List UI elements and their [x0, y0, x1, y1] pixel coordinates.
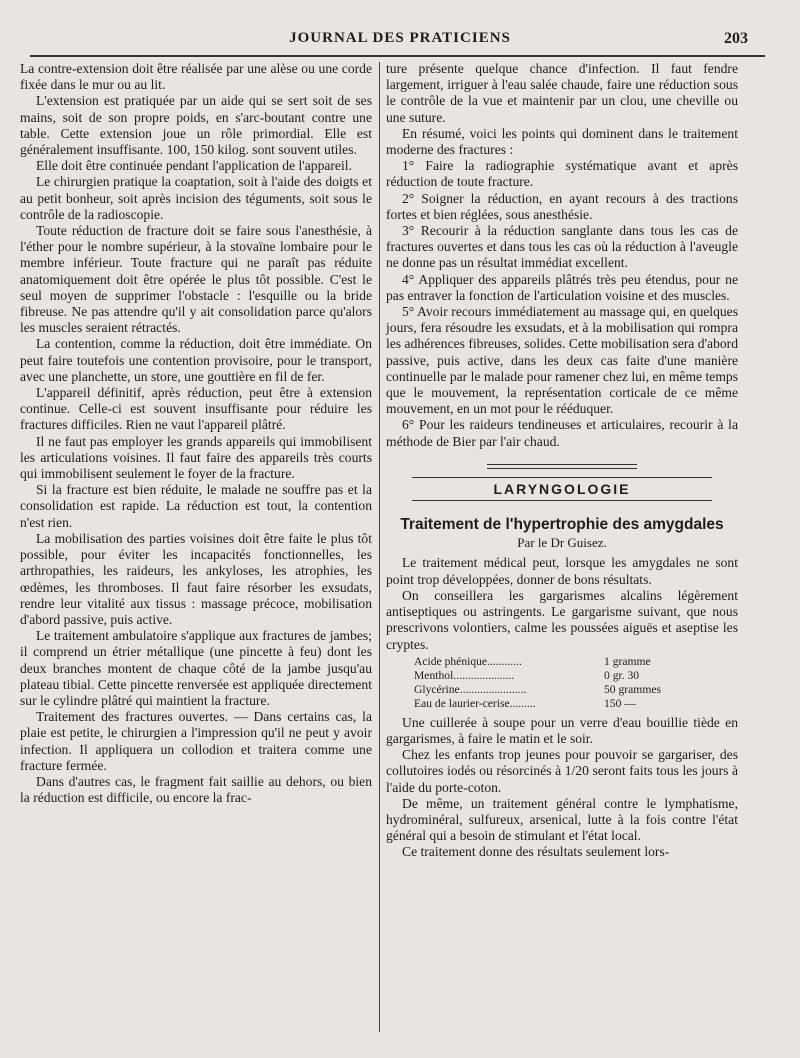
paragraph: L'extension est pratiquée par un aide qui se sert soit de ses mains, soit de son propre poids, en s'arc-boutant contre une table. Cette extension joue un rôle primordial. Elle est généralement insuffisante. 100, 150 kilog. sont souvent utiles. — [20, 93, 372, 158]
table-row — [414, 669, 724, 683]
paragraph: On conseillera les gargarismes alcalins légèrement antiseptiques ou astringents. Le gargarisme suivant, que nous prescrivons volontiers, calme les poussées aiguës et aseptise les cryptes. — [386, 587, 738, 652]
paragraph: Dans d'autres cas, le fragment fait saillie au dehors, ou bien la réduction est difficile, ou encore la frac- — [20, 773, 372, 806]
right-column — [386, 61, 738, 861]
article-title: Traitement de l'hypertrophie des amygdales — [400, 516, 724, 534]
list-item: 2° Soigner la réduction, en ayant recours à des tractions fortes et bien réglées, sous anesthésie. — [386, 190, 738, 222]
paragraph: Chez les enfants trop jeunes pour pouvoir se gargariser, des collutoires iodés ou résorcinés à 1/20 seront faits tous les jours à l'aide du porte-coton. — [386, 747, 738, 795]
table-row — [414, 683, 724, 697]
paragraph: De même, un traitement général contre le lymphatisme, hydrominéral, sulfureux, arsenical, lutte à la fois contre l'état général qui a besoin de stimulant et l'état local. — [386, 795, 738, 844]
ingredient-name: Menthol..................... — [414, 668, 515, 682]
paragraph: Traitement des fractures ouvertes. — Dans certains cas, la plaie est petite, le chirurgien a l'impression qu'il ne peut y avoir infection. Il appliquera un collodion et traitera comme une fracture fermée. — [20, 709, 372, 773]
paragraph: Elle doit être continuée pendant l'application de l'appareil. — [36, 158, 352, 174]
table-row — [414, 655, 724, 669]
prescription-table — [414, 655, 724, 711]
page-header — [30, 30, 770, 54]
paragraph: L'appareil définitif, après réduction, peut être à extension continue. Celle-ci est souvent insuffisante pour réduire les fractures difficiles. Rien ne vaut l'appareil plâtré. — [20, 385, 372, 433]
table-row — [414, 697, 724, 711]
paragraph: La mobilisation des parties voisines doit être faite le plus tôt possible, pour éviter les incapacités fonctionnelles, les arthropathies, les raideurs, les ankyloses, les atrophies, les œdèmes, les thromboses. Il faut faire résorber les exsudats, rendre leur vitalité aux tissus : massage précoce, mobilisation d'abord passive, puis active. — [20, 530, 372, 627]
ingredient-quantity: 0 gr. 30 — [604, 668, 640, 682]
list-item: 1° Faire la radiographie systématique avant et après réduction de toute fracture. — [386, 158, 738, 190]
paragraph: Le traitement médical peut, lorsque les amygdales ne sont point trop développées, donner de bons résultats. — [386, 555, 738, 587]
paragraph: Le chirurgien pratique la coaptation, soit à l'aide des doigts et au petit bonheur, soit après incision des téguments, soit sous le contrôle de la radioscopie. — [20, 174, 372, 222]
paragraph: En résumé, voici les points qui dominent dans le traitement moderne des fractures : — [386, 125, 738, 158]
ingredient-name: Eau de laurier-cerise......... — [414, 696, 536, 710]
paragraph: Il ne faut pas employer les grands appareils qui immobilisent les articulations voisines. Il faut faire des appareils très courts qui immobilisent seulement le foyer de la fracture. — [20, 433, 372, 482]
paragraph: Toute réduction de fracture doit se faire sous l'anesthésie, à l'éther pour le nombre supérieur, à la stovaïne lombaire pour le membre inférieur. Toute fracture qui ne paraît pas réduite anatomiquement doit être opérée le plus tôt possible. C'est le seul moyen de supprimer l'obstacle : l'esquille ou la bride fibreuse. Ne pas attendre qu'il y ait consolidation parce qu'alors les muscles seraient rétractés. — [20, 223, 372, 336]
page-number: 203 — [724, 30, 748, 47]
paragraph: Une cuillerée à soupe pour un verre d'eau bouillie tiède en gargarismes, à faire le matin et le soir. — [386, 714, 738, 746]
section-separator — [487, 464, 637, 469]
article-byline: Par le Dr Guisez. — [517, 535, 607, 551]
column-divider — [379, 62, 380, 1032]
paragraph: Si la fracture est bien réduite, le malade ne souffre pas et la consolidation est rapide. La réduction est tout, la contention n'est rien. — [20, 482, 372, 530]
list-item: 6° Pour les raideurs tendineuses et articulaires, recourir à la méthode de Bier par l'air chaud. — [386, 417, 738, 449]
ingredient-name: Acide phénique............ — [414, 654, 522, 668]
ingredient-quantity: 1 gramme — [604, 654, 651, 668]
section-heading: LARYNGOLOGIE — [412, 477, 712, 501]
ingredient-quantity: 150 — — [604, 696, 636, 710]
paragraph: La contention, comme la réduction, doit être immédiate. On peut faire toutefois une contention provisoire, pour le transport, avec une planchette, un store, une gouttière en fil de fer. — [20, 336, 372, 384]
ingredient-name: Glycérine....................... — [414, 682, 527, 696]
list-item: 3° Recourir à la réduction sanglante dans tous les cas de fractures ouvertes et dans tous les cas où la réduction à l'aveugle ne donne pas un résultat immédiat excellent. — [386, 223, 738, 271]
journal-title: JOURNAL DES PRATICIENS — [289, 30, 511, 46]
header-rule — [30, 55, 765, 57]
paragraph: La contre-extension doit être réalisée par une alèse ou une corde fixée dans le mur ou au lit. — [20, 61, 372, 93]
left-column — [20, 61, 372, 806]
paragraph: ture présente quelque chance d'infection. Il faut fendre largement, irriguer à l'eau salée chaude, faire une réduction sous le contrôle de la vue et maintenir par un clou, une cheville ou une suture. — [386, 61, 738, 125]
ingredient-quantity: 50 grammes — [604, 682, 661, 696]
list-item: 5° Avoir recours immédiatement au massage qui, en quelques jours, fera résoudre les exsudats, et à la mobilisation qui rompra les adhérences fibreuses, solides. Cette mobilisation sera d'abord passive, puis active, dans les deux cas faite d'une manière continuelle par le malade pour ramener chez lui, en même temps que le mouvement, la représentation corticale de ce même mouvement, en un mot pour le rééduquer. — [386, 304, 738, 417]
paragraph: Ce traitement donne des résultats seulement lors- — [402, 844, 670, 860]
paragraph: Le traitement ambulatoire s'applique aux fractures de jambes; il comprend un étrier métallique (une pincette à feu) dont les deux branches montent de chaque côté de la jambe jusqu'au plateau tibial. Cette pincette renversée est appliquée directement sur le cylindre plâtré qui maintient la fracture. — [20, 628, 372, 708]
list-item: 4° Appliquer des appareils plâtrés très peu étendus, pour ne pas entraver la fonction de l'articulation voisine et des muscles. — [386, 271, 738, 303]
